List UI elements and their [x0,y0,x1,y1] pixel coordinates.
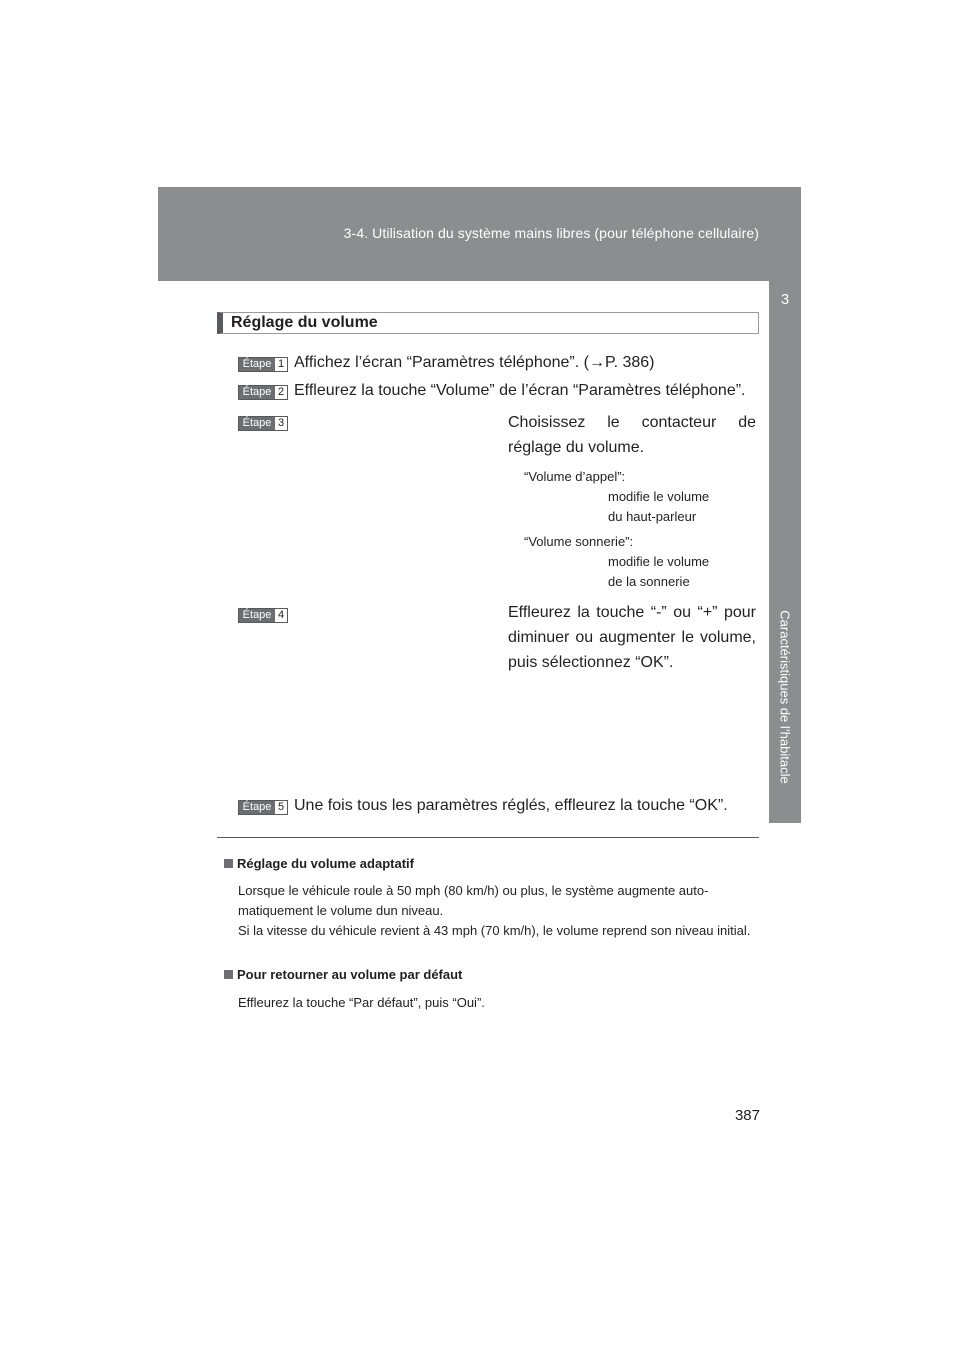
note-paragraph: Lorsque le véhicule roule à 50 mph (80 km/h) ou plus, le système augmente auto-matiquement le volume dun niveau. [238,883,709,918]
step-label: Étape [239,386,275,399]
chapter-tab [769,187,801,823]
option-name: “Volume sonnerie”: [524,534,634,549]
square-bullet-icon [224,970,233,979]
page-number: 387 [734,1107,760,1124]
step-number: 2 [277,386,285,398]
step-label: Étape [239,801,275,814]
step-badge-3 [238,416,288,431]
section-breadcrumb: 3-4. Utilisation du système mains libres (pour téléphone cellulaire) [343,225,759,241]
option-name: “Volume d’appel”: [524,469,626,484]
option-desc-1: modifie le volume [608,489,710,504]
step-label: Étape [239,358,275,371]
step-number: 1 [277,358,285,370]
note-title-adaptive-volume [224,856,414,871]
option-desc-1: modifie le volume [608,554,710,569]
note-title-text: Réglage du volume adaptatif [237,856,414,871]
chapter-title-text: Caractéristiques de l’habitacle [777,610,793,784]
step-3-text: Choisissez le contacteur de réglage du volume. [508,414,756,456]
volume-option-call [524,467,709,527]
option-desc-2: de la sonnerie [608,574,690,589]
volume-option-ring [524,532,709,592]
step-label: Étape [239,609,275,622]
step-2-text: Effleurez la touche “Volume” de l’écran “Paramètres téléphone”. [294,382,746,399]
step-number: 4 [277,609,285,621]
option-desc-2: du haut-parleur [608,509,697,524]
note-title-text: Pour retourner au volume par défaut [237,967,463,982]
step-5-text: Une fois tous les paramètres réglés, effleurez la touche “OK”. [294,797,728,814]
step-badge-5 [238,800,288,815]
note-body-default-volume [238,993,756,1013]
section-divider [217,837,759,838]
note-body-adaptive-volume [238,881,756,941]
note-paragraph: Si la vitesse du véhicule revient à 43 mph (70 km/h), le volume reprend son niveau initial. [238,923,751,938]
step-badge-2 [238,385,288,400]
note-title-default-volume [224,967,462,982]
step-4-text: Effleurez la touche “-” ou “+” pour diminuer ou augmenter le volume, puis sélectionnez “OK”. [508,604,756,671]
header-band [158,187,801,281]
step-1-text: Affichez l’écran “Paramètres téléphone”. (→P. 386) [294,354,655,371]
note-paragraph: Effleurez la touche “Par défaut”, puis “Oui”. [238,995,485,1010]
step-label: Étape [239,417,275,430]
step-number: 5 [277,801,285,813]
chapter-number: 3 [780,291,790,308]
section-heading: Réglage du volume [217,312,759,334]
step-number: 3 [277,417,285,429]
step-badge-1 [238,357,288,372]
square-bullet-icon [224,859,233,868]
step-badge-4 [238,608,288,623]
